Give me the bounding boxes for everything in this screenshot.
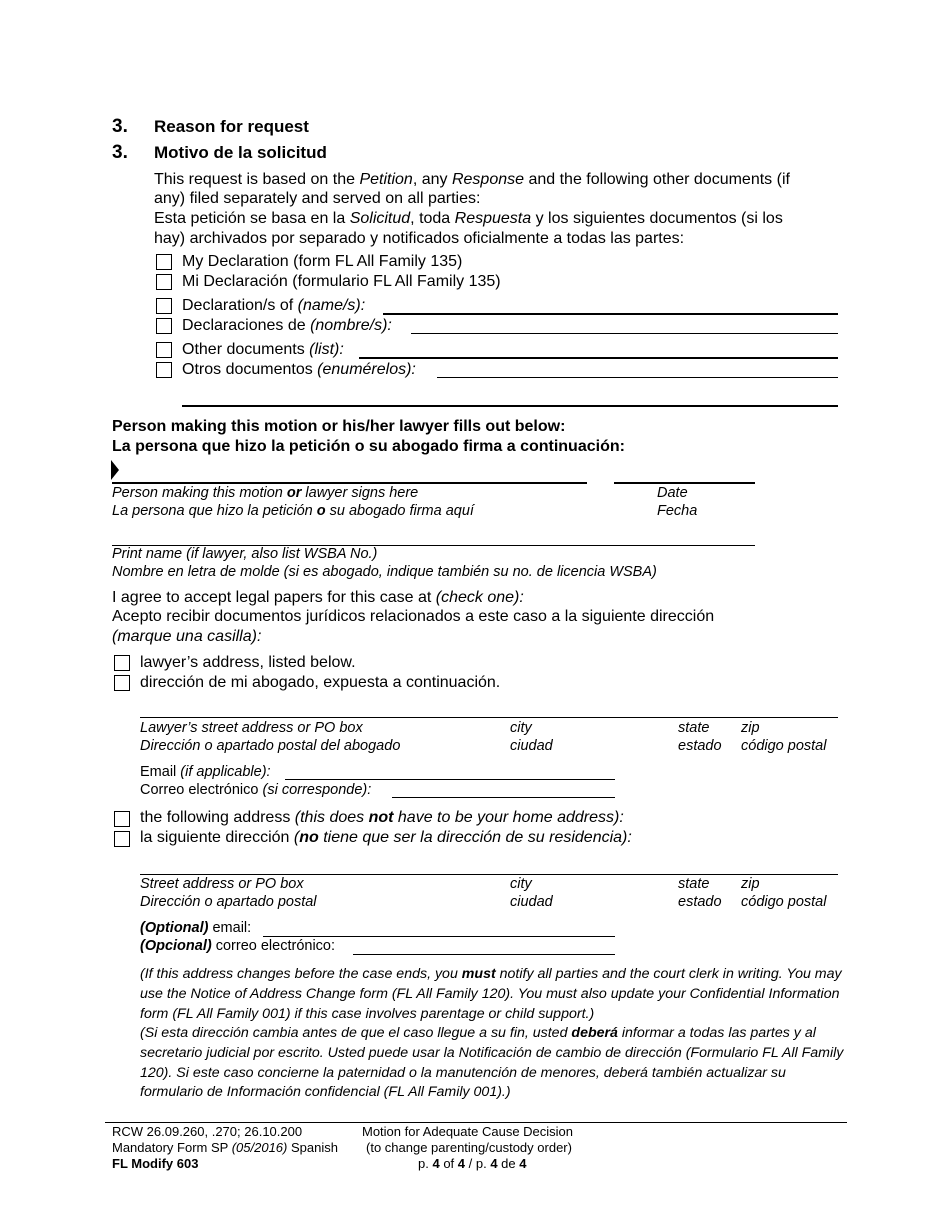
lawyer-address-label-es: dirección de mi abogado, expuesta a continuación. — [140, 674, 501, 691]
other-documents-label-en: Other documents (list): — [182, 341, 344, 358]
lawyer-email-label-en: Email (if applicable): — [140, 764, 271, 780]
my-declaration-checkbox-es[interactable] — [156, 274, 172, 290]
lawyer-city-caption-es: ciudad — [510, 738, 553, 754]
signature-heading-en: Person making this motion or his/her lawyer fills out below: — [112, 418, 566, 435]
note-line: secretario judicial por escrito. Usted puede usar la Notificación de cambio de dirección (Formulario FL All Family — [140, 1045, 844, 1061]
lawyer-address-checkbox-es[interactable] — [114, 675, 130, 691]
lawyer-address-label-en: lawyer’s address, listed below. — [140, 654, 356, 671]
optional-email-field[interactable] — [263, 936, 615, 937]
note-line: use the Notice of Address Change form (FL All Family 120). You must also update your Confidential Information — [140, 986, 840, 1002]
lawyer-email-field[interactable] — [285, 779, 615, 780]
street-caption-es: Dirección o apartado postal — [140, 894, 317, 910]
declaration-of-checkbox[interactable] — [156, 298, 172, 314]
date-caption-es: Fecha — [657, 503, 698, 519]
footer-form-id: FL Modify 603 — [112, 1156, 199, 1171]
city-caption-es: ciudad — [510, 894, 553, 910]
following-address-label-en: the following address (this does not have to be your home address): — [140, 809, 624, 826]
optional-email-field-es[interactable] — [353, 954, 615, 955]
other-documents-list-field-es[interactable] — [437, 377, 838, 378]
signature-caption-en: Person making this motion or lawyer signs here — [112, 485, 419, 501]
optional-email-label-en: (Optional) email: — [140, 920, 252, 936]
note-line: formulario de Información confidencial (FL All Family 001).) — [140, 1084, 511, 1100]
footer-form: Mandatory Form SP (05/2016) Spanish — [112, 1140, 338, 1155]
agree-en: I agree to accept legal papers for this case at (check one): — [112, 589, 524, 606]
declaration-of-checkbox-es[interactable] — [156, 318, 172, 334]
lawyer-email-field-es[interactable] — [392, 797, 615, 798]
street-address-field[interactable] — [140, 874, 838, 875]
my-declaration-label-es: Mi Declaración (formulario FL All Family 135) — [182, 273, 501, 290]
footer-title: Motion for Adequate Cause Decision — [362, 1124, 574, 1139]
footer-page-number: p. 4 of 4 / p. 4 de 4 — [418, 1156, 527, 1171]
footer-rule — [105, 1122, 847, 1123]
date-caption-en: Date — [657, 485, 688, 501]
declaration-of-name-field-es[interactable] — [411, 333, 838, 334]
other-documents-list-field[interactable] — [359, 357, 838, 359]
agree-es: Acepto recibir documentos jurídicos relacionados a este caso a la siguiente dirección — [112, 608, 715, 625]
city-caption-en: city — [510, 876, 532, 892]
other-documents-checkbox-es[interactable] — [156, 362, 172, 378]
declaration-of-label-en: Declaration/s of (name/s): — [182, 297, 366, 314]
signature-heading-es: La persona que hizo la petición o su abogado firma a continuación: — [112, 438, 625, 455]
signature-caption-es: La persona que hizo la petición o su abogado firma aquí — [112, 503, 474, 519]
intro-es-line2: hay) archivados por separado y notificados oficialmente a todas las partes: — [154, 230, 685, 247]
declaration-of-label-es: Declaraciones de (nombre/s): — [182, 317, 392, 334]
following-address-checkbox[interactable] — [114, 811, 130, 827]
signature-field[interactable] — [112, 482, 587, 484]
lawyer-state-caption-es: estado — [678, 738, 722, 754]
print-name-caption-es: Nombre en letra de molde (si es abogado, indique también su no. de licencia WSBA) — [112, 564, 657, 580]
note-line: (Si esta dirección cambia antes de que el caso llegue a su fin, usted deberá informar a todas las partes y al — [140, 1025, 816, 1041]
section-number: 3. — [112, 116, 128, 137]
street-caption-en: Street address or PO box — [140, 876, 304, 892]
note-line: form (FL All Family 001) if this case involves parentage or child support.) — [140, 1006, 595, 1022]
other-documents-checkbox[interactable] — [156, 342, 172, 358]
state-caption-en: state — [678, 876, 710, 892]
lawyer-email-label-es: Correo electrónico (si corresponde): — [140, 782, 372, 798]
zip-caption-es: código postal — [741, 894, 827, 910]
my-declaration-label-en: My Declaration (form FL All Family 135) — [182, 253, 463, 270]
lawyer-address-checkbox[interactable] — [114, 655, 130, 671]
footer-rcw: RCW 26.09.260, .270; 26.10.200 — [112, 1124, 303, 1139]
lawyer-zip-caption-en: zip — [741, 720, 760, 736]
following-address-checkbox-es[interactable] — [114, 831, 130, 847]
note-line: 120). Si este caso concierne la paternidad o la manutención de menores, deberá también actualizar su — [140, 1065, 786, 1081]
other-documents-extra-line[interactable] — [182, 405, 838, 407]
lawyer-city-caption-en: city — [510, 720, 532, 736]
section-title-en: Reason for request — [154, 117, 309, 136]
state-caption-es: estado — [678, 894, 722, 910]
intro-en-line2: any) filed separately and served on all parties: — [154, 190, 481, 207]
lawyer-street-caption-en: Lawyer’s street address or PO box — [140, 720, 363, 736]
intro-en-line1: This request is based on the Petition, any Response and the following other documents (if — [154, 171, 790, 188]
other-documents-label-es: Otros documentos (enumérelos): — [182, 361, 416, 378]
lawyer-street-caption-es: Dirección o apartado postal del abogado — [140, 738, 401, 754]
agree-es-check: (marque una casilla): — [112, 628, 262, 645]
lawyer-address-field[interactable] — [140, 717, 838, 718]
date-field[interactable] — [614, 482, 755, 484]
print-name-caption-en: Print name (if lawyer, also list WSBA No.) — [112, 546, 378, 562]
lawyer-state-caption-en: state — [678, 720, 710, 736]
signature-arrow-icon — [111, 460, 121, 480]
my-declaration-checkbox[interactable] — [156, 254, 172, 270]
zip-caption-en: zip — [741, 876, 760, 892]
footer-subtitle: (to change parenting/custody order) — [366, 1140, 572, 1155]
lawyer-zip-caption-es: código postal — [741, 738, 827, 754]
intro-es-line1: Esta petición se basa en la Solicitud, toda Respuesta y los siguientes documentos (si los — [154, 210, 783, 227]
optional-email-label-es: (Opcional) correo electrónico: — [140, 938, 336, 954]
following-address-label-es: la siguiente dirección (no tiene que ser la dirección de su residencia): — [140, 829, 632, 846]
note-line: (If this address changes before the case ends, you must notify all parties and the court clerk in writing. You may — [140, 966, 842, 982]
section-number-es: 3. — [112, 142, 128, 163]
section-title-es: Motivo de la solicitud — [154, 143, 327, 162]
declaration-of-name-field[interactable] — [383, 313, 838, 315]
